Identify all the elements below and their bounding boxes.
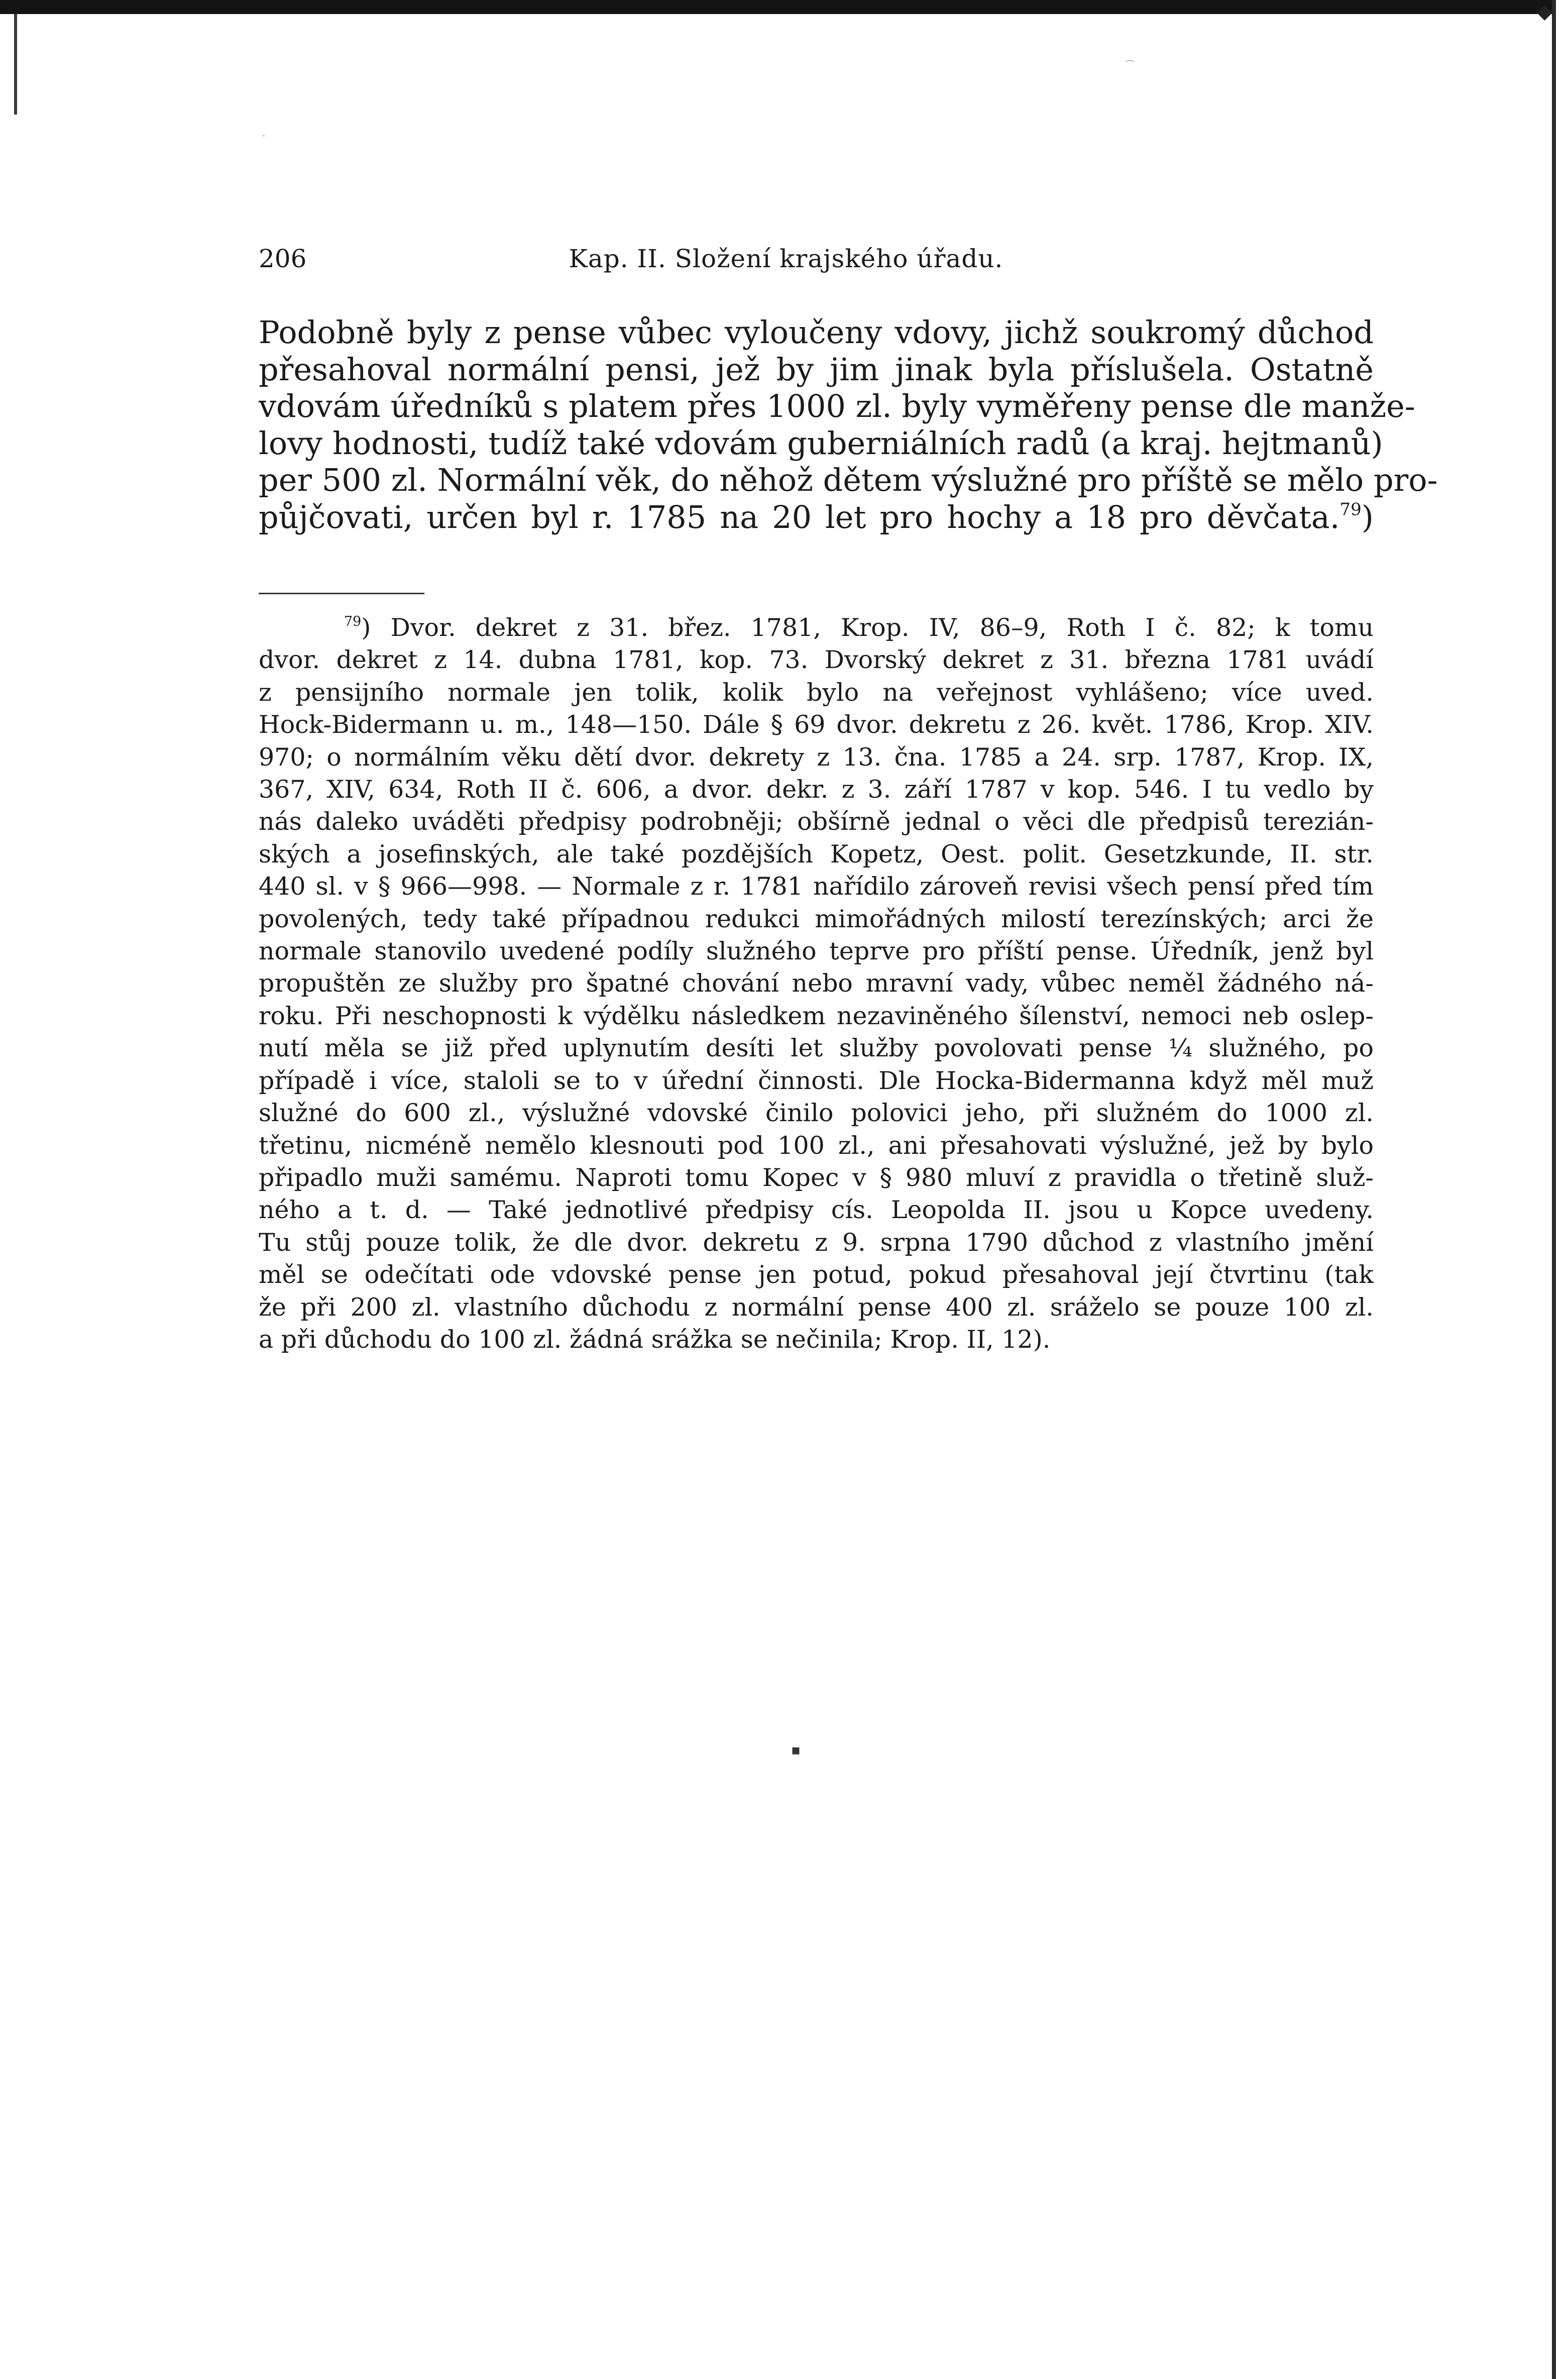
scan-border-right — [1552, 0, 1568, 2379]
footnote-line: služné do 600 zl., výslužné vdovské činilo polovici jeho, při služném do 1000 zl. — [259, 1099, 1374, 1128]
body-line: lovy hodnosti, tudíž také vdovám guberniálních radů (a kraj. hejtmanů) — [259, 424, 1383, 462]
scan-speck: · — [262, 130, 266, 142]
scan-border-top — [0, 0, 1568, 14]
scan-edge-left — [14, 14, 17, 115]
footnote-line: z pensijního normale jen tolik, kolik bylo na veřejnost vyhlášeno; více uved. — [259, 678, 1374, 707]
footnote-line: Dvor. dekret z 31. břez. 1781, Krop. IV, 86–9, Roth I č. 82; k tomu — [390, 613, 1374, 642]
footnote-line: 970; o normálním věku dětí dvor. dekrety z 13. čna. 1785 a 24. srp. 1787, Krop. IX, — [259, 742, 1374, 772]
footnote-line: že při 200 zl. vlastního důchodu z normální pense 400 zl. sráželo se pouze 100 zl. — [259, 1292, 1374, 1322]
footnote-separator — [259, 593, 424, 594]
footnote-reference-close: ) — [1361, 498, 1374, 535]
footnote — [259, 612, 1374, 1356]
footnote-line: dvor. dekret z 14. dubna 1781, kop. 73. Dvorský dekret z 31. března 1781 uvádí — [259, 645, 1374, 675]
footnote-line: nás daleko uváděti předpisy podrobněji; obšírně jednal o věci dle předpisů terezián- — [259, 807, 1374, 836]
footnote-line: třetinu, nicméně nemělo klesnouti pod 100 zl., ani přesahovati výslužné, jež by bylo — [259, 1131, 1374, 1160]
page-number: 206 — [259, 244, 307, 273]
footnote-line: ného a t. d. — Také jednotlivé předpisy cís. Leopolda II. jsou u Kopce uvedeny. — [259, 1196, 1374, 1225]
footnote-line: 440 sl. v § 966—998. — Normale z r. 1781 nařídilo zároveň revisi všech pensí před tím — [259, 872, 1374, 901]
scan-speck: ▪ — [791, 1742, 801, 1758]
body-line: per 500 zl. Normální věk, do něhož dětem výslužné pro příště se mělo pro- — [259, 462, 1438, 498]
footnote-line: normale stanovilo uvedené podíly služného teprve pro příští pense. Úředník, jenž byl — [259, 937, 1374, 966]
footnote-marker: 79 — [344, 613, 362, 629]
body-line: půjčovati, určen byl r. 1785 na 20 let pro hochy a 18 pro děvčata. — [259, 498, 1340, 535]
scan-speck: ⌒ — [1125, 59, 1135, 71]
body-line: Podobně byly z pense vůbec vyloučeny vdovy, jichž soukromý důchod — [259, 314, 1374, 351]
footnote-line: Tu stůj pouze tolik, že dle dvor. dekretu z 9. srpna 1790 důchod z vlastního jmění — [259, 1228, 1374, 1257]
footnote-line: Hock-Bidermann u. m., 148—150. Dále § 69 dvor. dekretu z 26. květ. 1786, Krop. XIV. — [259, 710, 1374, 739]
body-last-line — [259, 499, 1374, 536]
scan-corner-mark: ◆ — [1537, 0, 1552, 23]
footnote-reference: 79 — [1339, 499, 1362, 519]
footnote-line: ských a josefinských, ale také pozdějších Kopetz, Oest. polit. Gesetzkunde, II. str. — [259, 839, 1374, 869]
footnote-first-line — [259, 612, 1374, 644]
footnote-line: připadlo muži samému. Naproti tomu Kopec v § 980 mluví z pravidla o třetině služ- — [259, 1163, 1374, 1192]
footnote-line: nutí měla se již před uplynutím desíti let služby povolovati pense ¼ služného, po — [259, 1034, 1374, 1063]
footnote-line: a při důchodu do 100 zl. žádná srážka se nečinila; Krop. II, 12). — [259, 1325, 1051, 1354]
running-head: Kap. II. Složení krajského úřadu. — [569, 244, 1003, 273]
footnote-line: roku. Při neschopnosti k výdělku následkem nezaviněného šílenství, nemoci neb oslep- — [259, 1001, 1374, 1030]
footnote-line: povolených, tedy také případnou redukci mimořádných milostí terezínských; arci že — [259, 904, 1374, 933]
footnote-line: případě i více, staloli se to v úřední činnosti. Dle Hocka-Bidermanna když měl muž — [259, 1066, 1374, 1095]
footnote-line: 367, XIV, 634, Roth II č. 606, a dvor. dekr. z 3. září 1787 v kop. 546. I tu vedlo by — [259, 775, 1374, 804]
body-line: vdovám úředníků s platem přes 1000 zl. byly vyměřeny pense dle manže- — [259, 388, 1415, 424]
footnote-line: měl se odečítati ode vdovské pense jen potud, pokud přesahoval její čtvrtinu (tak — [259, 1260, 1374, 1289]
main-paragraph — [259, 314, 1438, 535]
page-header — [259, 241, 1374, 276]
body-line: přesahoval normální pensi, jež by jim jinak byla příslušela. Ostatně — [259, 351, 1374, 388]
footnote-marker-close: ) — [361, 613, 371, 642]
footnote-line: propuštěn ze služby pro špatné chování nebo mravní vady, vůbec neměl žádného ná- — [259, 969, 1374, 998]
